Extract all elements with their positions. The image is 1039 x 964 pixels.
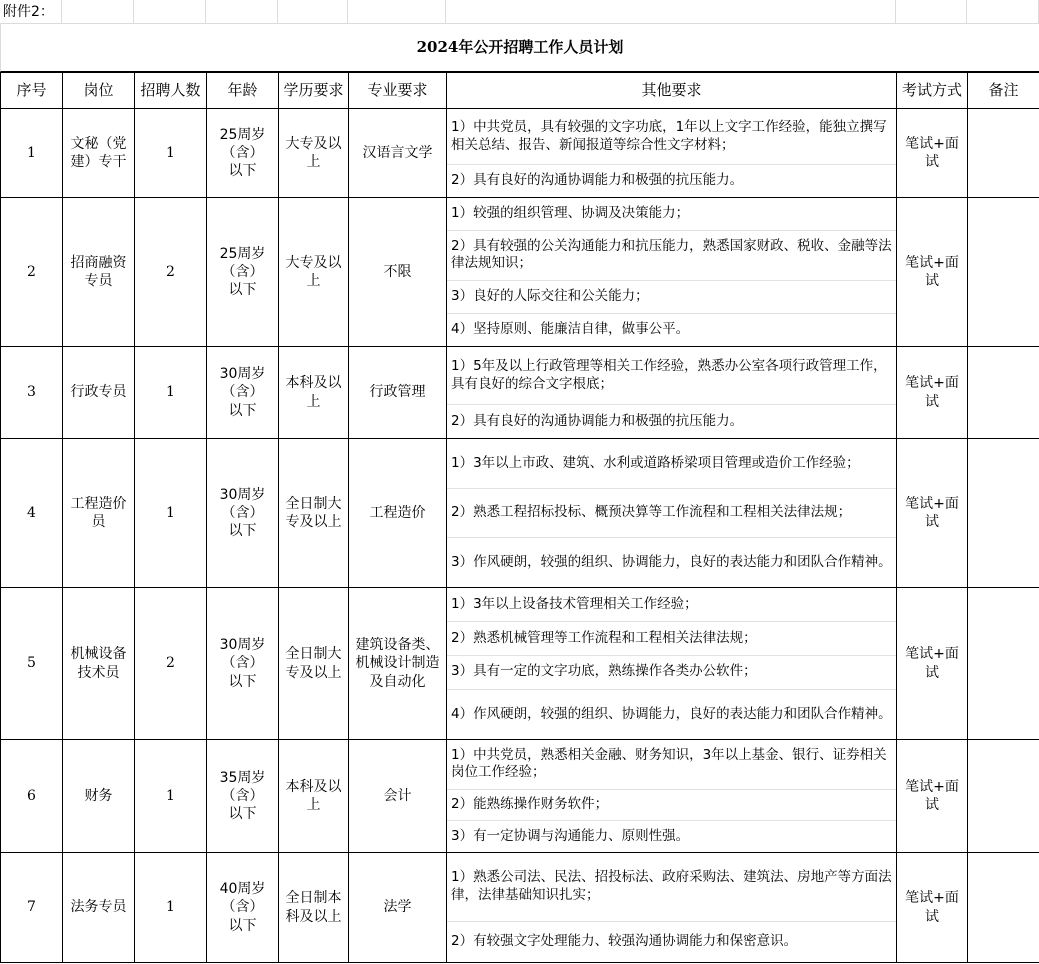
header-count: 招聘人数 (135, 73, 207, 109)
requirement-item: 3）良好的人际交往和公关能力； (447, 280, 896, 313)
requirement-item: 2）能熟练操作财务软件； (447, 789, 896, 821)
row-position: 文秘（党建）专干 (63, 109, 135, 198)
row-age: 30周岁（含）以下 (207, 588, 279, 740)
row-remark (968, 853, 1039, 963)
requirement-item: 4）作风硬朗，较强的组织、协调能力，良好的表达能力和团队合作精神。 (447, 689, 896, 739)
row-major: 会计 (349, 740, 447, 853)
header-age: 年龄 (207, 73, 279, 109)
row-requirements (447, 198, 897, 347)
requirement-item: 1）熟悉公司法、民法、招投标法、政府采购法、建筑法、房地产等方面法律，法律基础知识扎实； (451, 869, 892, 903)
row-count: 2 (135, 588, 207, 740)
row-age: 30周岁（含）以下 (207, 439, 279, 588)
row-count: 1 (135, 439, 207, 588)
header-position: 岗位 (63, 73, 135, 109)
row-major: 行政管理 (349, 347, 447, 439)
row-education: 本科及以上 (279, 347, 349, 439)
header-row (1, 73, 1039, 109)
row-exam-method: 笔试+面试 (897, 740, 968, 853)
header-remark: 备注 (968, 73, 1039, 109)
row-index: 7 (1, 853, 63, 963)
row-count: 2 (135, 198, 207, 347)
row-exam-method: 笔试+面试 (897, 853, 968, 963)
row-remark (968, 347, 1039, 439)
table-row (1, 109, 1039, 198)
row-age: 40周岁（含）以下 (207, 853, 279, 963)
requirement-item: 2）有较强文字处理能力、较强沟通协调能力和保密意识。 (447, 921, 896, 962)
row-index: 4 (1, 439, 63, 588)
row-remark (968, 588, 1039, 740)
requirement-item: 2）具有良好的沟通协调能力和极强的抗压能力。 (447, 164, 896, 197)
row-major: 汉语言文学 (349, 109, 447, 198)
requirement-item: 1）中共党员，具有较强的文字功底，1年以上文字工作经验，能独立撰写相关总结、报告、新闻报道等综合性文字材料； (451, 119, 887, 153)
recruitment-plan-table (0, 72, 1039, 963)
table-row (1, 853, 1039, 963)
row-education: 全日制大专及以上 (279, 439, 349, 588)
row-exam-method: 笔试+面试 (897, 439, 968, 588)
row-requirements (447, 109, 897, 198)
table-row (1, 439, 1039, 588)
title-row (0, 24, 1039, 72)
row-education: 全日制本科及以上 (279, 853, 349, 963)
requirement-item: 4）坚持原则、能廉洁自律，做事公平。 (447, 313, 896, 346)
row-major: 工程造价 (349, 439, 447, 588)
requirement-item: 2）熟悉工程招标投标、概预决算等工作流程和工程相关法律法规； (447, 488, 896, 538)
row-education: 大专及以上 (279, 198, 349, 347)
header-index: 序号 (1, 73, 63, 109)
row-exam-method: 笔试+面试 (897, 198, 968, 347)
row-position: 招商融资专员 (63, 198, 135, 347)
row-index: 6 (1, 740, 63, 853)
page-title: 2024年公开招聘工作人员计划 (416, 38, 624, 56)
header-exam-method: 考试方式 (897, 73, 968, 109)
table-row (1, 740, 1039, 853)
header-education: 学历要求 (279, 73, 349, 109)
row-count: 1 (135, 740, 207, 853)
table-row (1, 347, 1039, 439)
row-remark (968, 740, 1039, 853)
header-other-requirements: 其他要求 (447, 73, 897, 109)
row-index: 5 (1, 588, 63, 740)
row-remark (968, 198, 1039, 347)
row-major: 不限 (349, 198, 447, 347)
requirement-item: 2）熟悉机械管理等工作流程和工程相关法律法规； (447, 621, 896, 655)
header-major: 专业要求 (349, 73, 447, 109)
row-exam-method: 笔试+面试 (897, 109, 968, 198)
row-remark (968, 439, 1039, 588)
row-age: 25周岁（含）以下 (207, 109, 279, 198)
row-age: 35周岁（含）以下 (207, 740, 279, 853)
row-education: 本科及以上 (279, 740, 349, 853)
row-major: 法学 (349, 853, 447, 963)
table-row (1, 588, 1039, 740)
row-exam-method: 笔试+面试 (897, 347, 968, 439)
row-index: 1 (1, 109, 63, 198)
row-remark (968, 109, 1039, 198)
requirement-item: 3）有一定协调与沟通能力、原则性强。 (447, 820, 896, 852)
requirement-item: 2）具有较强的公关沟通能力和抗压能力，熟悉国家财政、税收、金融等法律法规知识； (447, 230, 896, 279)
row-age: 25周岁（含）以下 (207, 198, 279, 347)
row-index: 3 (1, 347, 63, 439)
requirement-item: 3）作风硬朗，较强的组织、协调能力，良好的表达能力和团队合作精神。 (447, 537, 896, 587)
row-education: 大专及以上 (279, 109, 349, 198)
row-requirements (447, 347, 897, 439)
requirement-item: 2）具有良好的沟通协调能力和极强的抗压能力。 (447, 404, 896, 438)
row-count: 1 (135, 853, 207, 963)
requirement-item: 3）具有一定的文字功底，熟练操作各类办公软件； (447, 655, 896, 689)
row-count: 1 (135, 347, 207, 439)
row-position: 工程造价员 (63, 439, 135, 588)
row-position: 财务 (63, 740, 135, 853)
row-position: 法务专员 (63, 853, 135, 963)
row-education: 全日制大专及以上 (279, 588, 349, 740)
requirement-item: 1）3年以上市政、建筑、水利或道路桥梁项目管理或造价工作经验； (451, 454, 860, 471)
requirement-item: 1）中共党员，熟悉相关金融、财务知识，3年以上基金、银行、证券相关岗位工作经验； (451, 746, 887, 781)
row-requirements (447, 853, 897, 963)
requirement-item: 1）3年以上设备技术管理相关工作经验； (451, 595, 698, 612)
row-position: 机械设备技术员 (63, 588, 135, 740)
requirement-item: 1）较强的组织管理、协调及决策能力； (451, 205, 690, 222)
row-age: 30周岁（含）以下 (207, 347, 279, 439)
row-position: 行政专员 (63, 347, 135, 439)
row-exam-method: 笔试+面试 (897, 588, 968, 740)
attachment-row (0, 0, 1039, 24)
row-requirements (447, 588, 897, 740)
requirement-item: 1）5年及以上行政管理等相关工作经验，熟悉办公室各项行政管理工作，具有良好的综合文字根底； (451, 358, 887, 392)
row-major: 建筑设备类、机械设计制造及自动化 (349, 588, 447, 740)
row-requirements (447, 740, 897, 853)
row-requirements (447, 439, 897, 588)
row-count: 1 (135, 109, 207, 198)
row-index: 2 (1, 198, 63, 347)
table-row (1, 198, 1039, 347)
attachment-label: 附件2： (3, 4, 54, 20)
